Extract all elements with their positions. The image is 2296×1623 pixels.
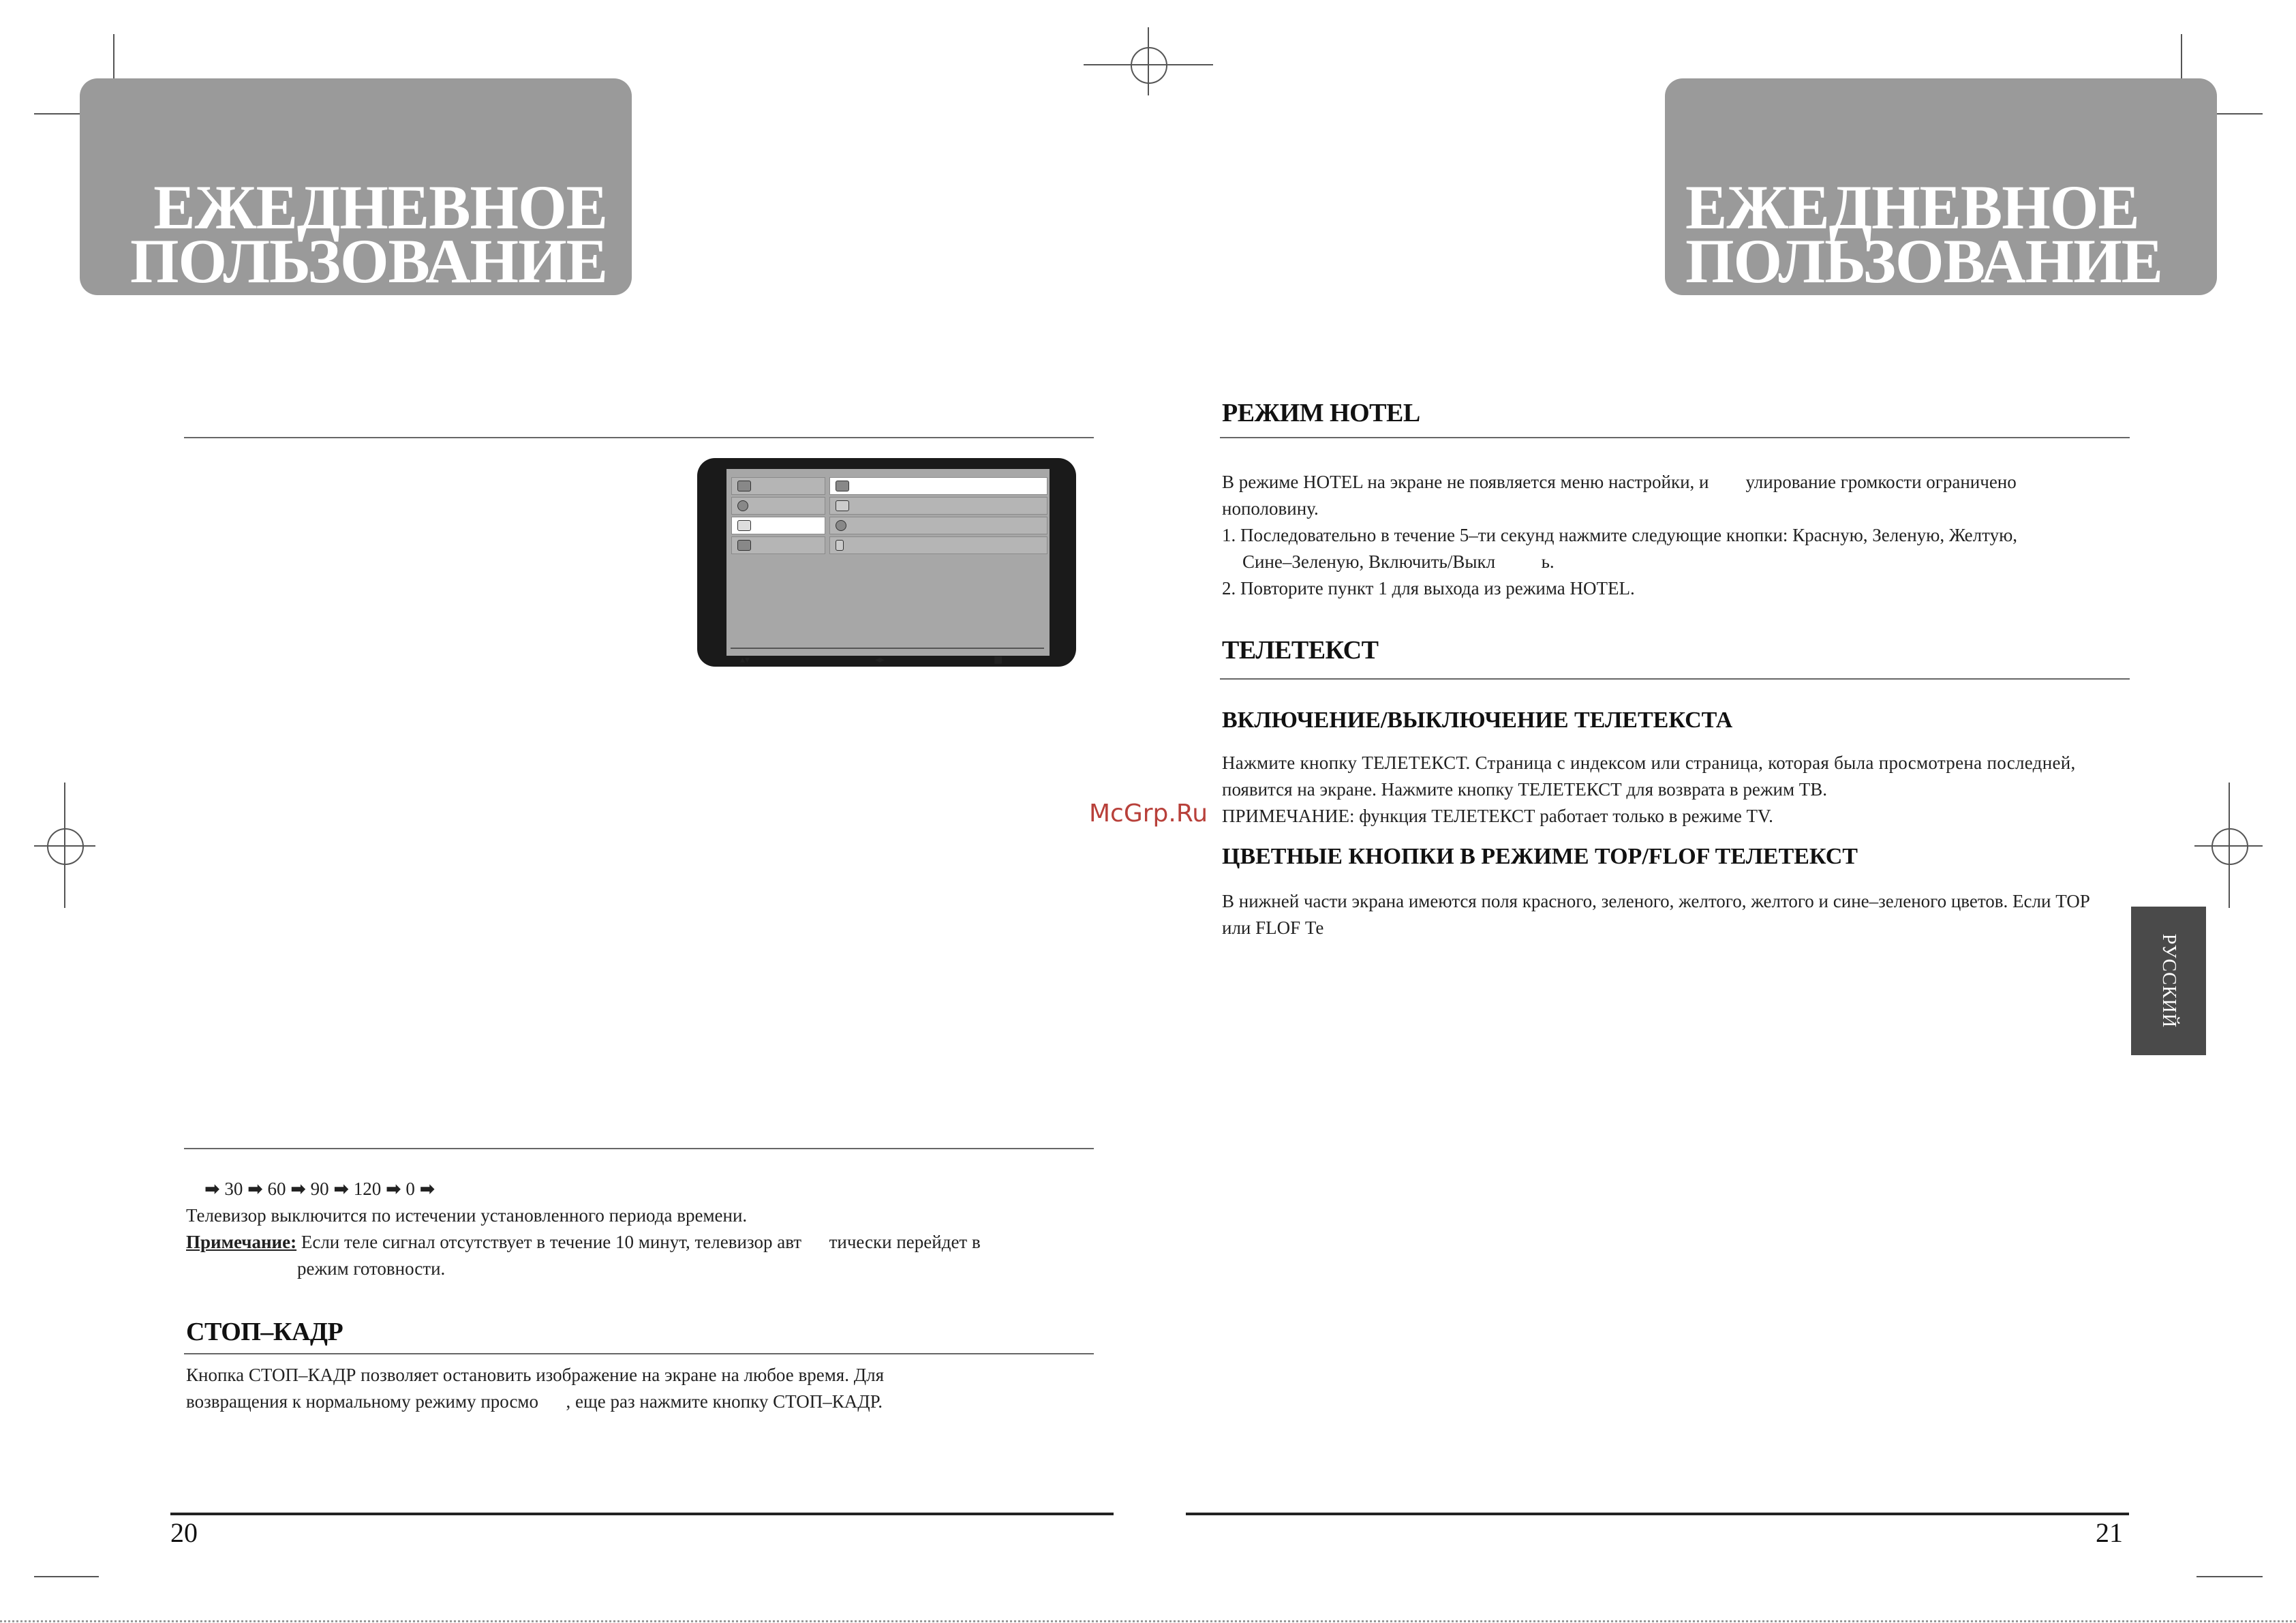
registration-mark-top-circle xyxy=(1131,47,1167,84)
section-divider xyxy=(184,437,1094,438)
section-divider xyxy=(184,1353,1094,1354)
freeze-title: СТОП–КАДР xyxy=(186,1318,343,1346)
freeze-line2: возвращения к нормальному режиму просмо , еще раз нажмите кнопку СТОП–КАДР. xyxy=(186,1391,883,1412)
timer-value: 60 xyxy=(267,1179,286,1199)
tv-menu-option xyxy=(829,536,1047,554)
teletext-onoff-title: ВКЛЮЧЕНИЕ/ВЫКЛЮЧЕНИЕ ТЕЛЕТЕКСТА xyxy=(1222,708,1733,733)
section-divider xyxy=(184,1148,1094,1149)
header-title-line2: ПОЛЬЗОВАНИЕ xyxy=(1685,226,2163,296)
feature-icon xyxy=(737,520,751,531)
timer-text: Телевизор выключится по истечении установленного периода времени. xyxy=(186,1205,748,1226)
page-number-right: 21 xyxy=(2096,1517,2123,1548)
hotel-line3: 1. Последовательно в течение 5–ти секунд нажмите следующие кнопки: Красную, Зеленую, Желтую, xyxy=(1222,525,2017,545)
tv-menu-categories xyxy=(731,477,825,556)
timer-value: 30 xyxy=(224,1179,243,1199)
bottom-trim-line xyxy=(0,1620,2296,1622)
section-divider xyxy=(1220,437,2130,438)
tv-menu-category xyxy=(731,477,825,495)
color-buttons-line1: В нижней части экрана имеются поля красного, зеленого, желтого, желтого и сине–зеленого цветов. Если TOP xyxy=(1222,891,2090,911)
hotel-line2: нополовину. xyxy=(1222,498,1319,519)
tv-screen xyxy=(726,469,1050,665)
arrow-icon: ➡ xyxy=(419,1179,435,1200)
tv-menu-category xyxy=(731,497,825,515)
hotel-line4: Сине–Зеленую, Включить/Выкл ь. xyxy=(1242,551,1555,572)
note-text-line1: Если теле сигнал отсутствует в течение 10 минут, телевизор авт тически перейдет в xyxy=(301,1232,981,1252)
teletext-onoff-line3: ПРИМЕЧАНИЕ: функция ТЕЛЕТЕКСТ работает только в режиме TV. xyxy=(1222,806,1773,826)
timer-sequence xyxy=(204,1176,435,1202)
arrow-icon: ➡ xyxy=(204,1179,220,1200)
timer-note xyxy=(186,1229,981,1282)
teletext-icon xyxy=(836,500,849,511)
freeze-line1: Кнопка СТОП–КАДР позволяет остановить изображение на экране на любое время. Для xyxy=(186,1365,885,1385)
stop-icon: ■ xyxy=(994,654,1003,665)
tv-menu-category xyxy=(731,517,825,534)
header-banner-right xyxy=(1665,78,2217,295)
footer-rule-left xyxy=(170,1513,1114,1515)
teletext-onoff-description xyxy=(1222,750,2076,830)
watermark: McGrp.Ru xyxy=(1089,800,1208,828)
header-title-line1: ЕЖЕДНЕВНОЕ xyxy=(153,172,607,242)
timer-value: 90 xyxy=(310,1179,329,1199)
arrow-icon: ➡ xyxy=(386,1179,401,1200)
teletext-title: ТЕЛЕТЕКСТ xyxy=(1222,636,1379,665)
freeze-description xyxy=(186,1362,884,1415)
arrow-icon: ➡ xyxy=(290,1179,306,1200)
hotel-description xyxy=(1222,469,2017,602)
tv-menu-illustration xyxy=(697,458,1076,667)
tv-footer-line xyxy=(731,648,1044,649)
page-number-left: 20 xyxy=(170,1517,198,1548)
teletext-onoff-line1: Нажмите кнопку ТЕЛЕТЕКСТ. Страница с индексом или страница, которая была просмотрена последней, xyxy=(1222,753,2076,773)
header-title-line2: ПОЛЬЗОВАНИЕ xyxy=(129,226,607,296)
teletext-onoff-line2: появится на экране. Нажмите кнопку ТЕЛЕТЕКСТ для возврата в режим ТВ. xyxy=(1222,779,1828,800)
install-icon xyxy=(737,540,751,551)
arrow-icon: ➡ xyxy=(333,1179,349,1200)
tv-menu-options xyxy=(829,477,1047,556)
hotel-line5: 2. Повторите пункт 1 для выхода из режима HOTEL. xyxy=(1222,578,1635,598)
hotel-title: РЕЖИМ HOTEL xyxy=(1222,399,1420,427)
section-divider xyxy=(1220,678,2130,680)
timer-value: 0 xyxy=(405,1179,415,1199)
tv-menu-option xyxy=(829,517,1047,534)
language-icon xyxy=(836,520,846,531)
note-text-line2: режим готовности. xyxy=(297,1258,446,1279)
registration-mark-left-circle xyxy=(47,828,84,865)
language-side-tab xyxy=(2131,907,2206,1055)
crop-mark-br-h xyxy=(2196,1576,2263,1577)
color-buttons-title: ЦВЕТНЫЕ КНОПКИ В РЕЖИМЕ TOP/FLOF ТЕЛЕТЕКСТ xyxy=(1222,844,1858,869)
tv-menu-option xyxy=(829,497,1047,515)
arrow-icon: ➡ xyxy=(247,1179,263,1200)
language-label: РУССКИЙ xyxy=(2158,933,2179,1029)
color-buttons-line2: или FLOF Те xyxy=(1222,917,1324,938)
picture-icon xyxy=(737,481,751,491)
header-banner-left xyxy=(80,78,632,295)
header-title-line1: ЕЖЕДНЕВНОЕ xyxy=(1685,172,2139,242)
registration-mark-right-circle xyxy=(2211,828,2248,865)
up-down-icon: ▴▾ xyxy=(740,654,750,665)
tv-menu-category xyxy=(731,536,825,554)
tv-menu-option xyxy=(829,477,1047,495)
left-right-icon: ◂▸ xyxy=(875,654,885,665)
timer-description xyxy=(186,1202,747,1229)
footer-rule-right xyxy=(1186,1513,2129,1515)
note-label: Примечание: xyxy=(186,1232,297,1252)
hotel-line1: В режиме HOTEL на экране не появляется меню настройки, и улирование громкости ограничено xyxy=(1222,472,2017,492)
sleep-timer-icon xyxy=(836,481,849,491)
child-lock-icon xyxy=(836,540,844,551)
timer-value: 120 xyxy=(353,1179,382,1199)
sound-icon xyxy=(737,500,748,511)
crop-mark-bl-h xyxy=(34,1576,99,1577)
color-buttons-description xyxy=(1222,888,2090,941)
